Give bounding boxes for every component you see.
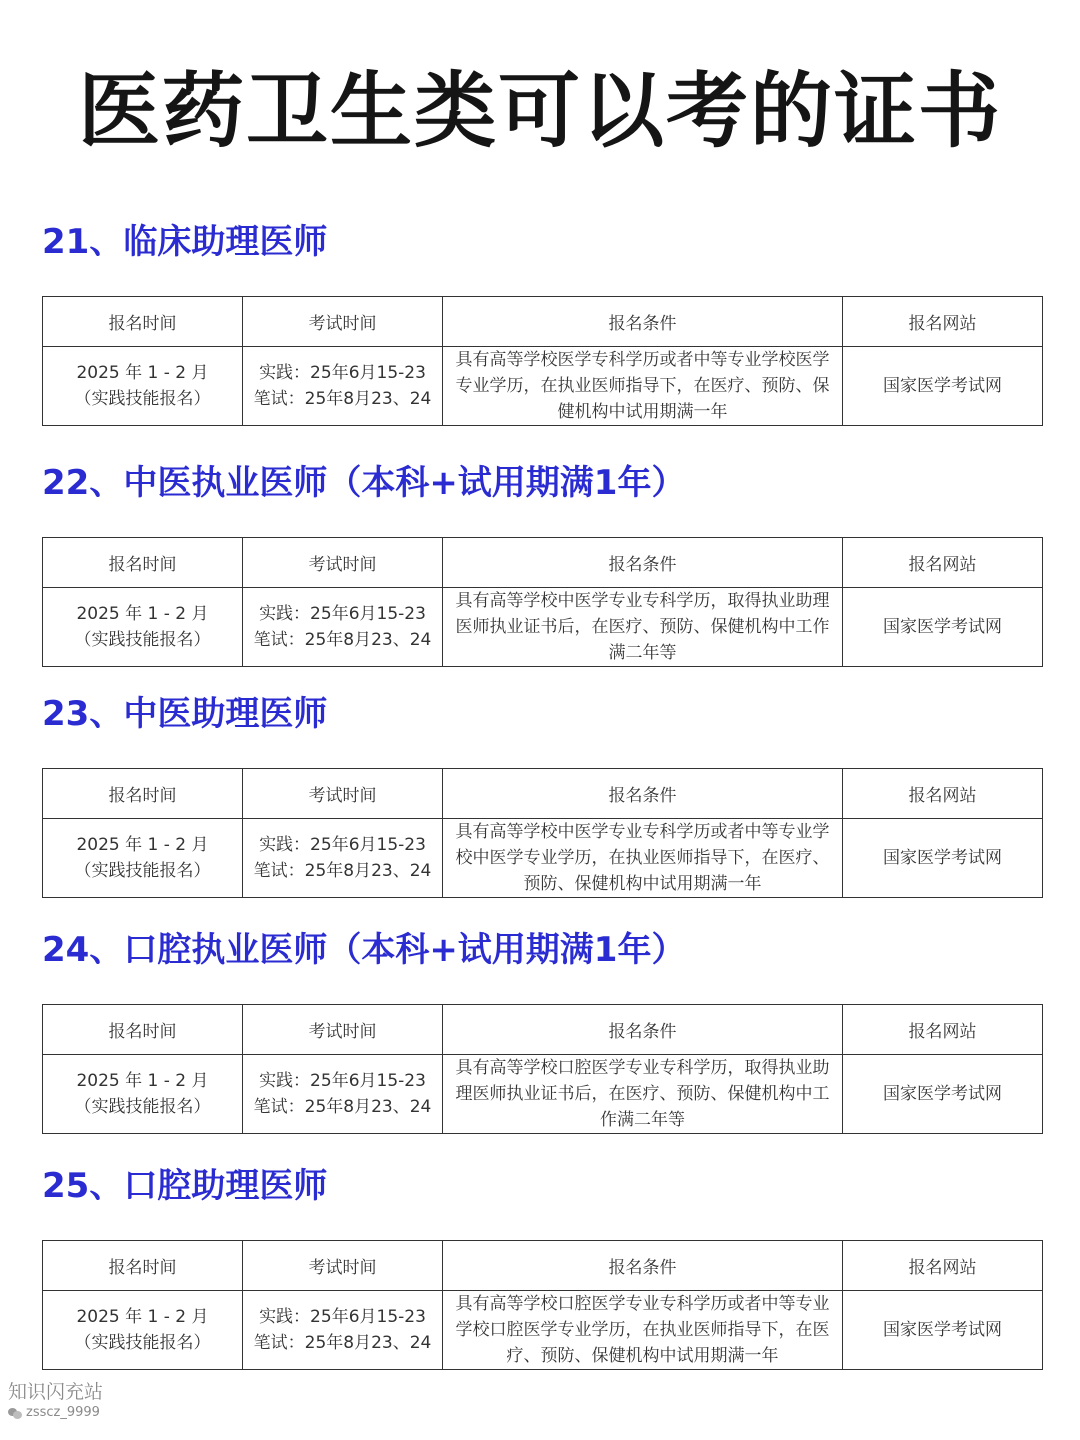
table-header-row bbox=[43, 297, 1043, 347]
header-website: 报名网站 bbox=[843, 1241, 1043, 1291]
conditions-line: 校中医学专业学历，在执业医师指导下，在医疗、 bbox=[455, 848, 830, 868]
reg-time-date: 2025 年 1 - 2 月 bbox=[76, 363, 209, 383]
info-table bbox=[42, 537, 1043, 667]
watermark-id-row bbox=[8, 1404, 103, 1422]
table-header-row bbox=[43, 1241, 1043, 1291]
info-table bbox=[42, 1004, 1043, 1134]
reg-time-note: （实践技能报名） bbox=[74, 1333, 211, 1353]
section-heading: 25、口腔助理医师 bbox=[42, 1166, 328, 1206]
header-website: 报名网站 bbox=[843, 538, 1043, 588]
header-reg-time: 报名时间 bbox=[43, 1005, 243, 1055]
exam-time-written: 笔试：25年8月23、24 bbox=[253, 1097, 432, 1117]
header-exam-time: 考试时间 bbox=[243, 1005, 443, 1055]
table-header-row bbox=[43, 769, 1043, 819]
header-reg-time: 报名时间 bbox=[43, 769, 243, 819]
conditions-cell bbox=[443, 1055, 843, 1134]
conditions-line: 具有高等学校中医学专业专科学历或者中等专业学 bbox=[455, 822, 830, 842]
header-conditions: 报名条件 bbox=[443, 1241, 843, 1291]
section-heading: 24、口腔执业医师（本科+试用期满1年） bbox=[42, 930, 686, 970]
table-row bbox=[43, 1291, 1043, 1370]
table-header-row bbox=[43, 1005, 1043, 1055]
exam-time-written: 笔试：25年8月23、24 bbox=[253, 1333, 432, 1353]
conditions-line: 预防、保健机构中试用期满一年 bbox=[523, 874, 762, 894]
table-row bbox=[43, 588, 1043, 667]
website-cell: 国家医学考试网 bbox=[843, 1291, 1043, 1370]
reg-time-cell bbox=[43, 819, 243, 898]
section-heading: 21、临床助理医师 bbox=[42, 222, 328, 262]
info-table bbox=[42, 296, 1043, 426]
section-heading: 22、中医执业医师（本科+试用期满1年） bbox=[42, 463, 686, 503]
website-cell: 国家医学考试网 bbox=[843, 347, 1043, 426]
conditions-line: 健机构中试用期满一年 bbox=[557, 402, 728, 422]
header-reg-time: 报名时间 bbox=[43, 538, 243, 588]
conditions-line: 疗、预防、保健机构中试用期满一年 bbox=[506, 1346, 779, 1366]
header-exam-time: 考试时间 bbox=[243, 297, 443, 347]
watermark-id: zsscz_9999 bbox=[26, 1405, 100, 1420]
exam-time-practice: 实践：25年6月15-23 bbox=[259, 835, 426, 855]
header-website: 报名网站 bbox=[843, 769, 1043, 819]
conditions-line: 理医师执业证书后，在医疗、预防、保健机构中工 bbox=[455, 1084, 830, 1104]
reg-time-note: （实践技能报名） bbox=[74, 1097, 211, 1117]
exam-time-practice: 实践：25年6月15-23 bbox=[259, 363, 426, 383]
exam-time-written: 笔试：25年8月23、24 bbox=[253, 389, 432, 409]
header-reg-time: 报名时间 bbox=[43, 297, 243, 347]
website-cell: 国家医学考试网 bbox=[843, 1055, 1043, 1134]
header-exam-time: 考试时间 bbox=[243, 538, 443, 588]
conditions-line: 具有高等学校医学专科学历或者中等专业学校医学 bbox=[455, 350, 830, 370]
chat-bubble-icon bbox=[8, 1408, 22, 1419]
exam-time-practice: 实践：25年6月15-23 bbox=[259, 604, 426, 624]
conditions-line: 作满二年等 bbox=[600, 1110, 685, 1130]
header-reg-time: 报名时间 bbox=[43, 1241, 243, 1291]
conditions-line: 满二年等 bbox=[608, 643, 677, 663]
exam-time-written: 笔试：25年8月23、24 bbox=[253, 861, 432, 881]
conditions-line: 具有高等学校口腔医学专业专科学历，取得执业助 bbox=[455, 1058, 830, 1078]
header-website: 报名网站 bbox=[843, 297, 1043, 347]
info-table bbox=[42, 1240, 1043, 1370]
exam-time-cell bbox=[243, 819, 443, 898]
reg-time-cell bbox=[43, 588, 243, 667]
reg-time-cell bbox=[43, 1291, 243, 1370]
exam-time-cell bbox=[243, 1055, 443, 1134]
watermark-name: 知识闪充站 bbox=[8, 1381, 104, 1403]
section-heading: 23、中医助理医师 bbox=[42, 694, 328, 734]
reg-time-cell bbox=[43, 1055, 243, 1134]
reg-time-date: 2025 年 1 - 2 月 bbox=[76, 835, 209, 855]
exam-time-written: 笔试：25年8月23、24 bbox=[253, 630, 432, 650]
table-header-row bbox=[43, 538, 1043, 588]
reg-time-note: （实践技能报名） bbox=[74, 630, 211, 650]
header-exam-time: 考试时间 bbox=[243, 769, 443, 819]
page-title: 医药卫生类可以考的证书 bbox=[77, 64, 1002, 159]
conditions-line: 医师执业证书后，在医疗、预防、保健机构中工作 bbox=[455, 617, 830, 637]
exam-time-cell bbox=[243, 347, 443, 426]
conditions-line: 具有高等学校中医学专业专科学历，取得执业助理 bbox=[455, 591, 830, 611]
conditions-line: 专业学历，在执业医师指导下，在医疗、预防、保 bbox=[455, 376, 830, 396]
header-conditions: 报名条件 bbox=[443, 297, 843, 347]
website-cell: 国家医学考试网 bbox=[843, 819, 1043, 898]
conditions-cell bbox=[443, 819, 843, 898]
reg-time-date: 2025 年 1 - 2 月 bbox=[76, 1071, 209, 1091]
table-row bbox=[43, 347, 1043, 426]
table-row bbox=[43, 819, 1043, 898]
watermark bbox=[8, 1380, 103, 1422]
reg-time-date: 2025 年 1 - 2 月 bbox=[76, 604, 209, 624]
reg-time-cell bbox=[43, 347, 243, 426]
table-row bbox=[43, 1055, 1043, 1134]
exam-time-cell bbox=[243, 1291, 443, 1370]
exam-time-practice: 实践：25年6月15-23 bbox=[259, 1307, 426, 1327]
conditions-cell bbox=[443, 347, 843, 426]
conditions-line: 具有高等学校口腔医学专业专科学历或者中等专业 bbox=[455, 1294, 830, 1314]
reg-time-date: 2025 年 1 - 2 月 bbox=[76, 1307, 209, 1327]
header-conditions: 报名条件 bbox=[443, 1005, 843, 1055]
header-exam-time: 考试时间 bbox=[243, 1241, 443, 1291]
conditions-cell bbox=[443, 588, 843, 667]
info-table bbox=[42, 768, 1043, 898]
conditions-cell bbox=[443, 1291, 843, 1370]
header-website: 报名网站 bbox=[843, 1005, 1043, 1055]
conditions-line: 学校口腔医学专业学历，在执业医师指导下，在医 bbox=[455, 1320, 830, 1340]
header-conditions: 报名条件 bbox=[443, 538, 843, 588]
reg-time-note: （实践技能报名） bbox=[74, 861, 211, 881]
website-cell: 国家医学考试网 bbox=[843, 588, 1043, 667]
exam-time-practice: 实践：25年6月15-23 bbox=[259, 1071, 426, 1091]
header-conditions: 报名条件 bbox=[443, 769, 843, 819]
exam-time-cell bbox=[243, 588, 443, 667]
reg-time-note: （实践技能报名） bbox=[74, 389, 211, 409]
